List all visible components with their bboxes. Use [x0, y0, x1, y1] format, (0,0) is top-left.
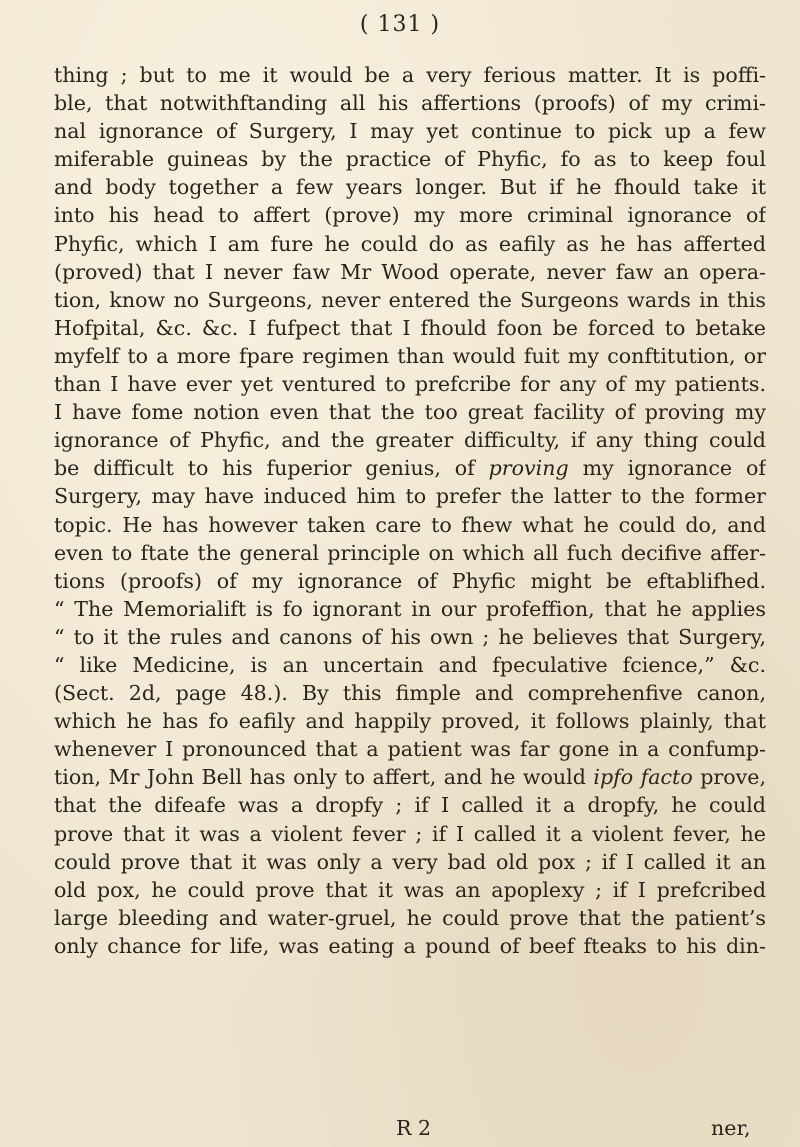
- text-line: topic. He has however taken care to fhew what he could do, and: [54, 512, 766, 537]
- text-line: into his head to affert (prove) my more criminal ignorance of: [54, 203, 766, 228]
- signature-mark: R 2: [396, 1116, 432, 1140]
- text-line: large bleeding and water-gruel, he could prove that the patient’s: [54, 905, 766, 930]
- text-line: which he has fo eafily and happily proved, it follows plainly, that: [54, 709, 766, 734]
- text-line: old pox, he could prove that it was an apoplexy ; if I prefcribed: [54, 877, 766, 902]
- text-line: (proved) that I never faw Mr Wood operate, never faw an opera-: [54, 259, 766, 284]
- text-line: and body together a few years longer. But if he fhould take it: [54, 175, 766, 200]
- text-line: “ The Memorialift is fo ignorant in our profeffion, that he applies: [54, 596, 766, 621]
- text-line: “ like Medicine, is an uncertain and fpeculative fcience,” &c.: [54, 652, 766, 677]
- body-text: [54, 61, 766, 960]
- italic-text: proving: [488, 456, 569, 481]
- page-footer: [0, 1116, 800, 1144]
- catchword: ner,: [711, 1116, 751, 1140]
- text-line: only chance for life, was eating a pound of beef fteaks to his din-: [54, 933, 766, 958]
- text-line: “ to it the rules and canons of his own ; he believes that Surgery,: [54, 624, 766, 649]
- page-number: ( 131 ): [359, 12, 441, 37]
- text-line: nal ignorance of Surgery, I may yet continue to pick up a few: [54, 119, 766, 144]
- text-segment: be difficult to his fuperior genius, of: [54, 456, 489, 481]
- text-line: could prove that it was only a very bad old pox ; if I called it an: [54, 849, 766, 874]
- text-line: miferable guineas by the practice of Phyfic, fo as to keep foul: [54, 147, 766, 172]
- text-line: ignorance of Phyfic, and the greater difficulty, if any thing could: [54, 428, 766, 453]
- text-line: [54, 454, 766, 482]
- text-segment: tion, Mr John Bell has only to affert, and he would: [54, 765, 594, 790]
- text-line: [54, 763, 766, 791]
- text-line: Phyfic, which I am fure he could do as eafily as he has afferted: [54, 231, 766, 256]
- text-segment: my ignorance of: [568, 456, 766, 481]
- text-line: ble, that notwithftanding all his affertions (proofs) of my crimi-: [54, 91, 766, 116]
- text-line: tion, know no Surgeons, never entered the Surgeons wards in this: [54, 287, 766, 312]
- text-line: I have fome notion even that the too great facility of proving my: [54, 400, 766, 425]
- italic-text: ipfo facto: [593, 765, 693, 790]
- text-line: myfelf to a more fpare regimen than would fuit my conftitution, or: [54, 343, 766, 368]
- text-line: Surgery, may have induced him to prefer the latter to the former: [54, 484, 766, 509]
- text-line: than I have ever yet ventured to prefcribe for any of my patients.: [54, 372, 766, 397]
- text-line: Hofpital, &c. &c. I fufpect that I fhould foon be forced to betake: [54, 315, 766, 340]
- text-line: that the difeafe was a dropfy ; if I called it a dropfy, he could: [54, 793, 766, 818]
- text-line: thing ; but to me it would be a very ferious matter. It is poffi-: [54, 63, 766, 87]
- text-line: prove that it was a violent fever ; if I called it a violent fever, he: [54, 821, 766, 846]
- text-line: (Sect. 2d, page 48.). By this fimple and comprehenfive canon,: [54, 681, 766, 706]
- text-line: even to ftate the general principle on which all fuch decifive affer-: [54, 540, 766, 565]
- text-line: tions (proofs) of my ignorance of Phyfic might be eftablifhed.: [54, 568, 766, 593]
- text-line: whenever I pronounced that a patient was far gone in a confump-: [54, 737, 766, 762]
- text-segment: prove,: [692, 765, 766, 790]
